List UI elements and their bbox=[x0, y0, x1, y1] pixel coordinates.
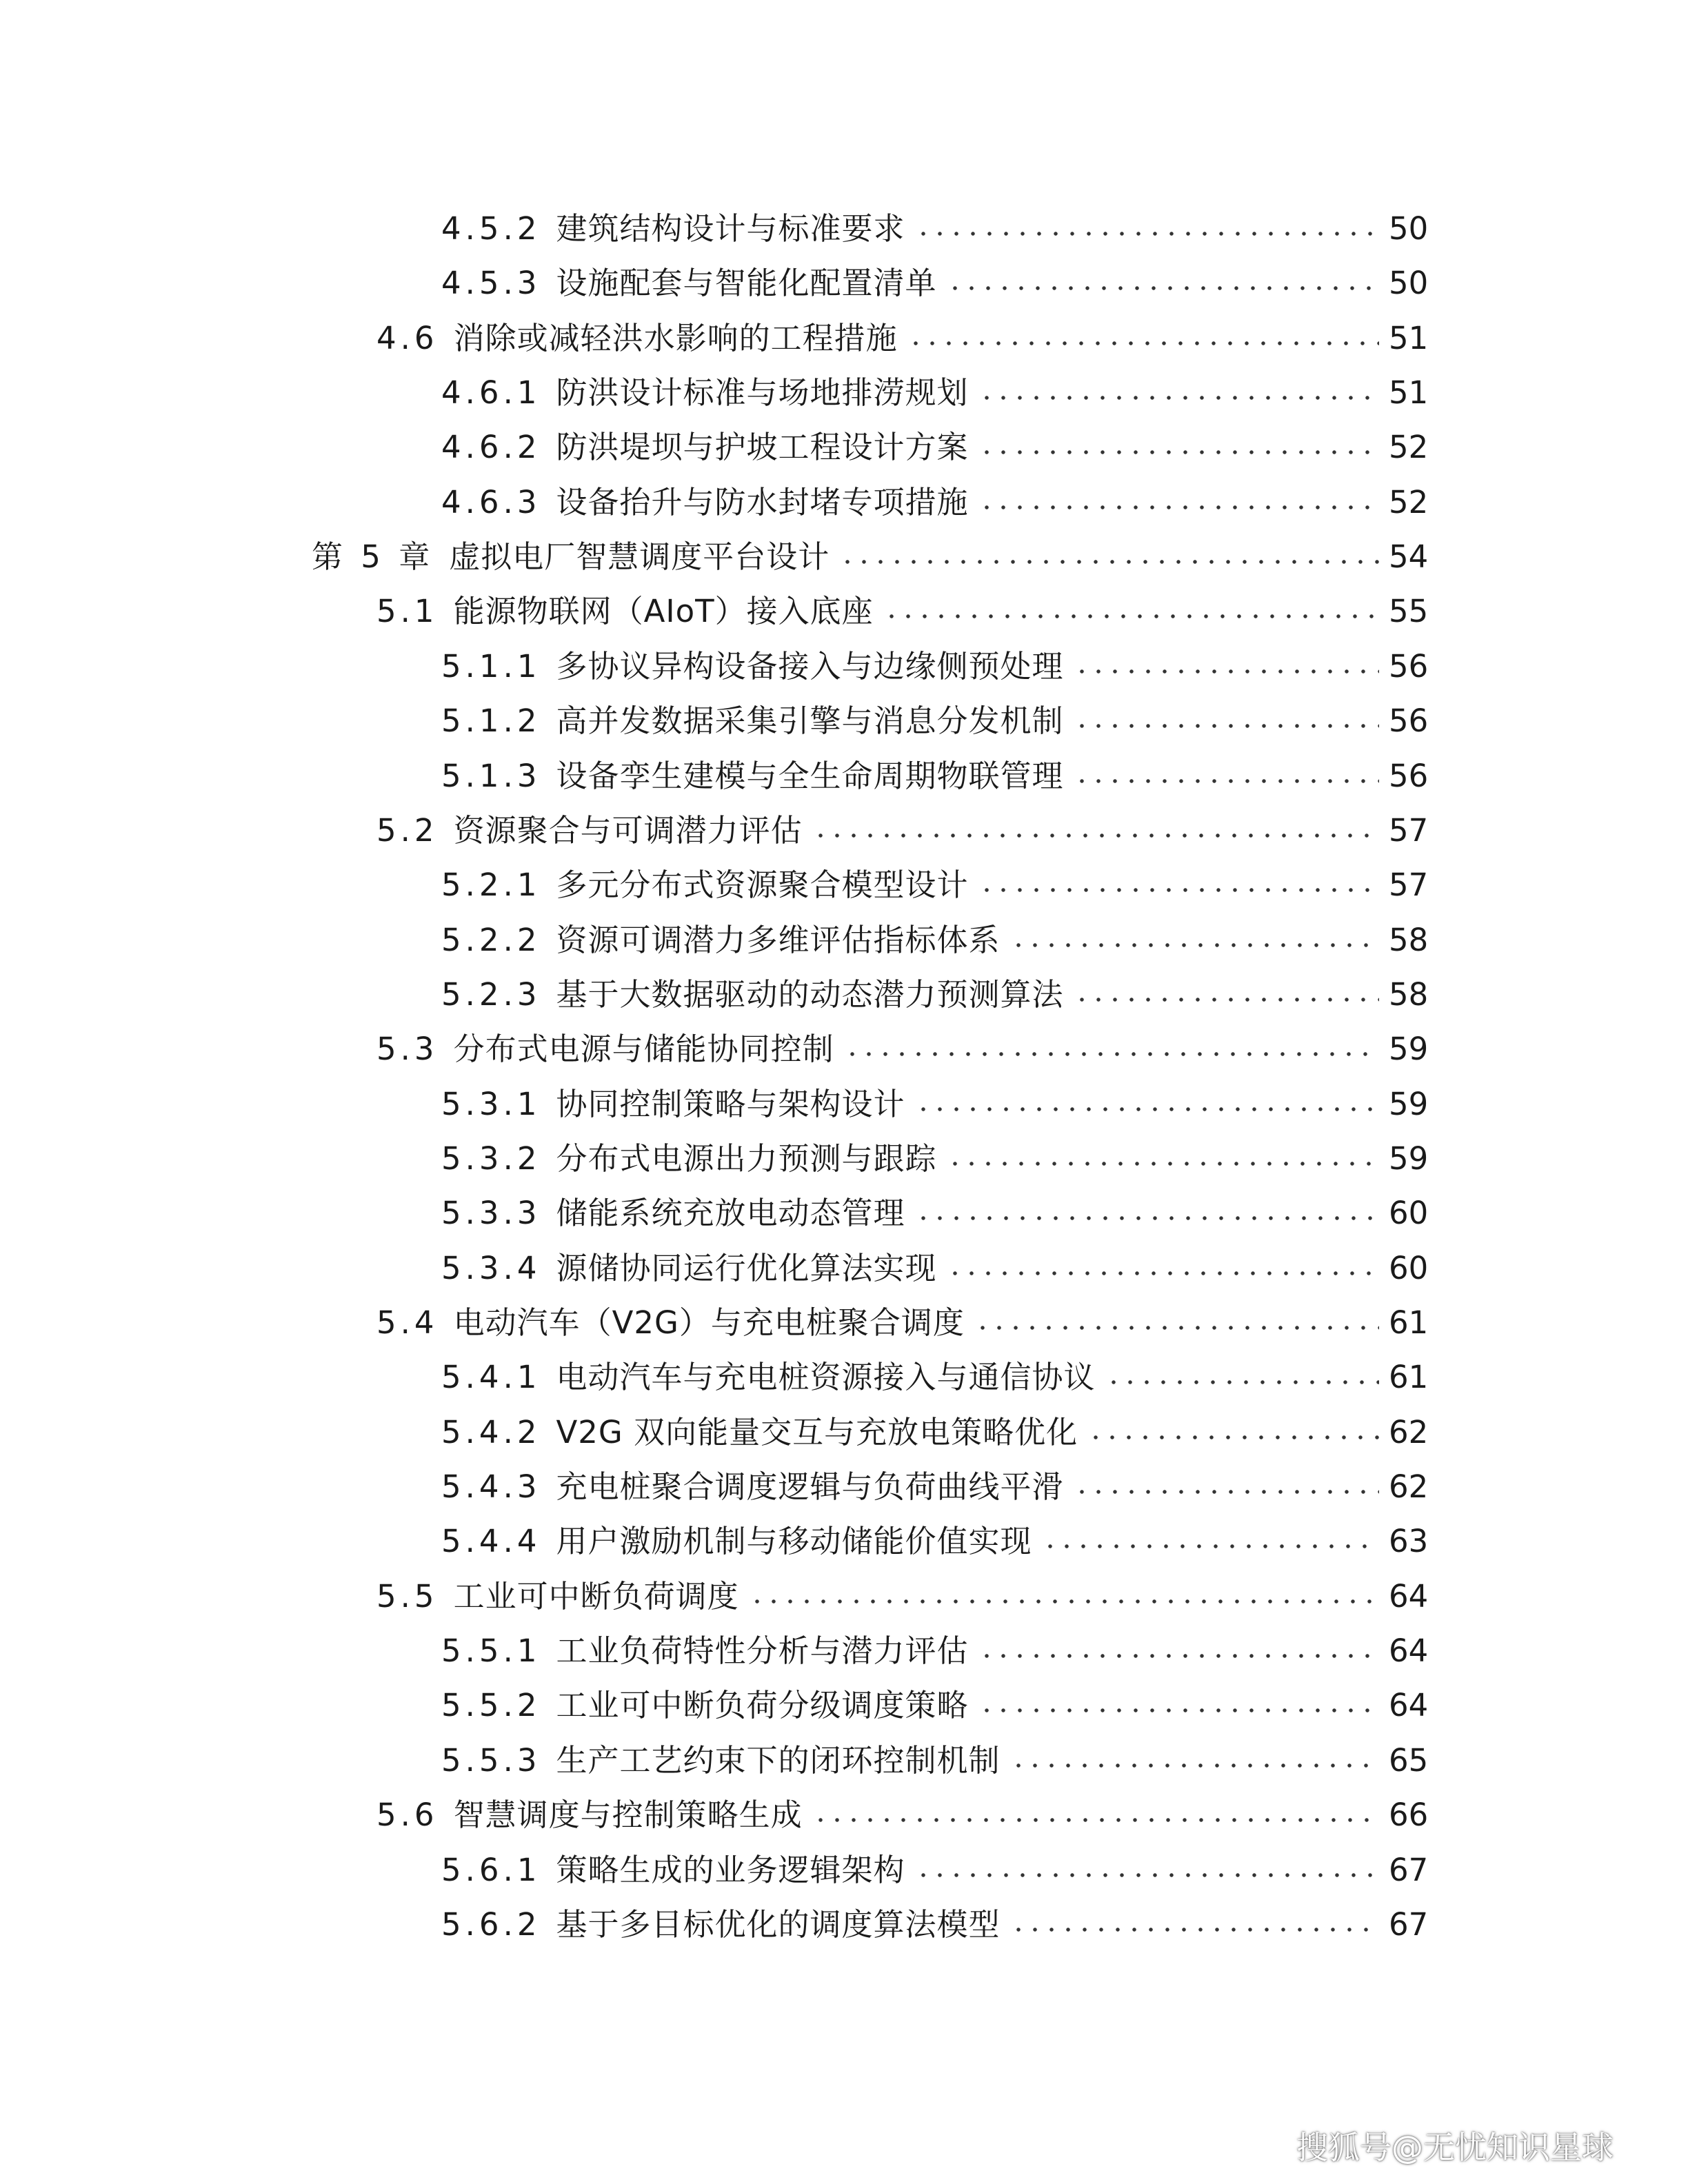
toc-page-number: 62 bbox=[1389, 1414, 1429, 1450]
toc-entry-number: 5.3.1 bbox=[441, 1086, 541, 1122]
toc-entry-title: 电动汽车（V2G）与充电桩聚合调度 bbox=[453, 1304, 965, 1341]
toc-subsection-entry[interactable] bbox=[441, 913, 1427, 968]
toc-subsection-entry[interactable] bbox=[441, 858, 1427, 913]
toc-page-number: 61 bbox=[1389, 1304, 1429, 1341]
toc-subsection-entry[interactable] bbox=[441, 256, 1427, 311]
toc-entry-title: 基于大数据驱动的动态潜力预测算法 bbox=[556, 976, 1064, 1013]
toc-page-number: 56 bbox=[1389, 702, 1429, 739]
toc-dot-leader bbox=[915, 232, 1379, 236]
toc-subsection-entry[interactable] bbox=[441, 749, 1427, 804]
toc-page-number: 58 bbox=[1389, 922, 1429, 958]
toc-dot-leader bbox=[749, 1599, 1379, 1604]
toc-entry-number: 5.5 bbox=[376, 1578, 439, 1615]
toc-subsection-entry[interactable] bbox=[441, 1350, 1427, 1405]
toc-page-number: 65 bbox=[1389, 1742, 1429, 1779]
toc-subsection-entry[interactable] bbox=[441, 201, 1427, 256]
toc-entry-number: 4.6.1 bbox=[441, 374, 541, 411]
toc-subsection-entry[interactable] bbox=[441, 1077, 1427, 1132]
toc-dot-leader bbox=[1074, 724, 1379, 728]
toc-entry-title: 多元分布式资源聚合模型设计 bbox=[556, 867, 969, 903]
toc-entry-title: 基于多目标优化的调度算法模型 bbox=[556, 1906, 1001, 1943]
toc-page-number: 57 bbox=[1389, 812, 1429, 849]
toc-dot-leader bbox=[978, 450, 1379, 454]
toc-entry-number: 5.1.3 bbox=[441, 758, 541, 794]
toc-page-number: 66 bbox=[1389, 1797, 1429, 1833]
toc-entry-title: 设备抬升与防水封堵专项措施 bbox=[556, 484, 969, 520]
toc-page-number: 64 bbox=[1389, 1687, 1429, 1723]
toc-subsection-entry[interactable] bbox=[441, 967, 1427, 1022]
toc-entry-title: 多协议异构设备接入与边缘侧预处理 bbox=[556, 648, 1064, 685]
toc-page-number: 67 bbox=[1389, 1852, 1429, 1888]
toc-page-number: 56 bbox=[1389, 758, 1429, 794]
toc-dot-leader bbox=[1074, 779, 1379, 783]
toc-dot-leader bbox=[947, 1162, 1379, 1166]
toc-dot-leader bbox=[839, 560, 1379, 564]
toc-entry-title: 电动汽车与充电桩资源接入与通信协议 bbox=[556, 1359, 1096, 1395]
toc-entry-number: 5.4.1 bbox=[441, 1359, 541, 1395]
toc-subsection-entry[interactable] bbox=[441, 1733, 1427, 1788]
toc-page-number: 61 bbox=[1389, 1359, 1429, 1395]
toc-entry-number: 5.5.3 bbox=[441, 1742, 541, 1779]
toc-dot-leader bbox=[1010, 1928, 1379, 1932]
toc-page-number: 57 bbox=[1389, 867, 1429, 903]
toc-entry-title: 生产工艺约束下的闭环控制机制 bbox=[556, 1742, 1001, 1779]
toc-entry-number: 5.1.2 bbox=[441, 702, 541, 739]
toc-subsection-entry[interactable] bbox=[441, 1514, 1427, 1569]
toc-subsection-entry[interactable] bbox=[441, 1843, 1427, 1898]
toc-subsection-entry[interactable] bbox=[441, 365, 1427, 421]
toc-section-entry[interactable] bbox=[376, 584, 1427, 639]
toc-page-number: 60 bbox=[1389, 1195, 1429, 1231]
toc-entry-title: 智慧调度与控制策略生成 bbox=[453, 1797, 803, 1833]
toc-page-number: 50 bbox=[1389, 265, 1429, 301]
toc-section-entry[interactable] bbox=[376, 1295, 1427, 1351]
toc-dot-leader bbox=[947, 286, 1379, 290]
toc-page-number: 58 bbox=[1389, 976, 1429, 1013]
toc-subsection-entry[interactable] bbox=[441, 420, 1427, 475]
toc-dot-leader bbox=[1010, 943, 1379, 947]
toc-entry-title: 充电桩聚合调度逻辑与负荷曲线平滑 bbox=[556, 1468, 1064, 1505]
toc-page-number: 59 bbox=[1389, 1031, 1429, 1067]
toc-entry-number: 5.4.2 bbox=[441, 1414, 541, 1450]
toc-dot-leader bbox=[1010, 1763, 1379, 1768]
toc-entry-number: 5.5.1 bbox=[441, 1632, 541, 1669]
toc-entry-title: 高并发数据采集引擎与消息分发机制 bbox=[556, 702, 1064, 739]
toc-page-number: 64 bbox=[1389, 1578, 1429, 1615]
toc-entry-title: 设备孪生建模与全生命周期物联管理 bbox=[556, 758, 1064, 794]
toc-subsection-entry[interactable] bbox=[441, 475, 1427, 530]
toc-entry-number: 5.6.2 bbox=[441, 1906, 541, 1943]
toc-section-entry[interactable] bbox=[376, 1788, 1427, 1843]
toc-entry-number: 5.4.4 bbox=[441, 1523, 541, 1559]
toc-page-number: 56 bbox=[1389, 648, 1429, 685]
toc-entry-title: 策略生成的业务逻辑架构 bbox=[556, 1852, 905, 1888]
toc-entry-title: 工业可中断负荷分级调度策略 bbox=[556, 1687, 969, 1723]
toc-dot-leader bbox=[974, 1326, 1379, 1330]
toc-dot-leader bbox=[915, 1216, 1379, 1220]
toc-entry-title: 资源聚合与可调潜力评估 bbox=[453, 812, 803, 849]
toc-subsection-entry[interactable] bbox=[441, 1405, 1427, 1460]
toc-page-number: 55 bbox=[1389, 593, 1429, 629]
toc-entry-title: 能源物联网（AIoT）接入底座 bbox=[453, 593, 874, 629]
toc-entry-title: 用户激励机制与移动储能价值实现 bbox=[556, 1523, 1032, 1559]
toc-entry-number: 5.5.2 bbox=[441, 1687, 541, 1723]
toc-entry-number: 5.1 bbox=[376, 593, 439, 629]
toc-entry-number: 4.6.2 bbox=[441, 429, 541, 465]
toc-page-number: 59 bbox=[1389, 1086, 1429, 1122]
toc-entry-number: 5.3 bbox=[376, 1031, 439, 1067]
toc-entry-number: 5.3.3 bbox=[441, 1195, 541, 1231]
toc-page-number: 54 bbox=[1389, 538, 1429, 575]
toc-subsection-entry[interactable] bbox=[441, 1678, 1427, 1733]
toc-subsection-entry[interactable] bbox=[441, 639, 1427, 694]
toc-entry-number: 5.3.2 bbox=[441, 1140, 541, 1177]
toc-dot-leader bbox=[812, 1818, 1379, 1822]
toc-dot-leader bbox=[907, 341, 1379, 345]
toc-entry-title: 分布式电源出力预测与跟踪 bbox=[556, 1140, 937, 1177]
toc-dot-leader bbox=[978, 396, 1379, 400]
toc-section-entry[interactable] bbox=[376, 1569, 1427, 1624]
watermark: 搜狐号@无忧知识星球 bbox=[1296, 2129, 1614, 2166]
toc-entry-title: 消除或减轻洪水影响的工程措施 bbox=[453, 320, 898, 356]
toc-entry-number: 5.4.3 bbox=[441, 1468, 541, 1505]
toc-dot-leader bbox=[915, 1107, 1379, 1111]
toc-page-number: 51 bbox=[1389, 374, 1429, 411]
toc-subsection-entry[interactable] bbox=[441, 1897, 1427, 1952]
toc-dot-leader bbox=[1087, 1435, 1379, 1439]
toc-entry-title: 设施配套与智能化配置清单 bbox=[556, 265, 937, 301]
toc-dot-leader bbox=[978, 888, 1379, 892]
toc-dot-leader bbox=[947, 1271, 1379, 1275]
toc-dot-leader bbox=[844, 1052, 1379, 1056]
toc-entry-number: 5.2.3 bbox=[441, 976, 541, 1013]
toc-page-number: 60 bbox=[1389, 1250, 1429, 1286]
toc-page-number: 52 bbox=[1389, 429, 1429, 465]
toc-subsection-entry[interactable] bbox=[441, 1186, 1427, 1241]
toc-entry-title: 分布式电源与储能协同控制 bbox=[453, 1031, 834, 1067]
toc-entry-number: 5.3.4 bbox=[441, 1250, 541, 1286]
toc-page-number: 63 bbox=[1389, 1523, 1429, 1559]
toc-entry-number: 5.6 bbox=[376, 1797, 439, 1833]
toc-dot-leader bbox=[978, 1654, 1379, 1658]
toc-dot-leader bbox=[978, 1708, 1379, 1712]
toc-entry-title: 建筑结构设计与标准要求 bbox=[556, 210, 905, 247]
toc-entry-number: 5.6.1 bbox=[441, 1852, 541, 1888]
toc-entry-number: 4.5.2 bbox=[441, 210, 541, 247]
toc-entry-title: 工业可中断负荷调度 bbox=[453, 1578, 739, 1615]
toc-entry-number: 5.2.2 bbox=[441, 922, 541, 958]
toc-entry-number: 4.6 bbox=[376, 320, 439, 356]
toc-dot-leader bbox=[1074, 998, 1379, 1002]
toc-entry-number: 4.6.3 bbox=[441, 484, 541, 520]
toc-page-number: 67 bbox=[1389, 1906, 1429, 1943]
toc-subsection-entry[interactable] bbox=[441, 1241, 1427, 1296]
toc-dot-leader bbox=[1074, 1490, 1379, 1494]
toc-entry-number: 第 5 章 bbox=[312, 538, 434, 575]
toc-page-number: 50 bbox=[1389, 210, 1429, 247]
toc-section-entry[interactable] bbox=[376, 1022, 1427, 1077]
toc-chapter-entry[interactable] bbox=[312, 529, 1427, 585]
toc-subsection-entry[interactable] bbox=[441, 1131, 1427, 1186]
toc-entry-title: V2G 双向能量交互与充放电策略优化 bbox=[556, 1414, 1078, 1450]
toc-section-entry[interactable] bbox=[376, 311, 1427, 366]
toc-entry-title: 工业负荷特性分析与潜力评估 bbox=[556, 1632, 969, 1669]
toc-entry-title: 协同控制策略与架构设计 bbox=[556, 1086, 905, 1122]
toc-page-number: 59 bbox=[1389, 1140, 1429, 1177]
toc-dot-leader bbox=[812, 833, 1379, 838]
toc-dot-leader bbox=[1074, 669, 1379, 674]
toc-entry-number: 5.1.1 bbox=[441, 648, 541, 685]
toc-dot-leader bbox=[1105, 1380, 1379, 1384]
toc-entry-number: 5.4 bbox=[376, 1304, 439, 1341]
toc-subsection-entry[interactable] bbox=[441, 1624, 1427, 1679]
toc-entry-number: 5.2 bbox=[376, 812, 439, 849]
toc-entry-number: 4.5.3 bbox=[441, 265, 541, 301]
toc-entry-title: 防洪设计标准与场地排涝规划 bbox=[556, 374, 969, 411]
toc-subsection-entry[interactable] bbox=[441, 694, 1427, 749]
toc-page-number: 51 bbox=[1389, 320, 1429, 356]
toc-entry-number: 5.2.1 bbox=[441, 867, 541, 903]
toc-entry-title: 防洪堤坝与护坡工程设计方案 bbox=[556, 429, 969, 465]
toc-entry-title: 虚拟电厂智慧调度平台设计 bbox=[449, 538, 830, 575]
toc-entry-title: 资源可调潜力多维评估指标体系 bbox=[556, 922, 1001, 958]
toc-dot-leader bbox=[883, 614, 1379, 618]
toc-section-entry[interactable] bbox=[376, 803, 1427, 858]
toc-dot-leader bbox=[978, 505, 1379, 509]
toc-page-number: 52 bbox=[1389, 484, 1429, 520]
toc-subsection-entry[interactable] bbox=[441, 1459, 1427, 1515]
toc-page-number: 64 bbox=[1389, 1632, 1429, 1669]
toc-dot-leader bbox=[915, 1873, 1379, 1877]
toc-page-number: 62 bbox=[1389, 1468, 1429, 1505]
toc-dot-leader bbox=[1042, 1544, 1379, 1548]
toc-entry-title: 储能系统充放电动态管理 bbox=[556, 1195, 905, 1231]
toc-entry-title: 源储协同运行优化算法实现 bbox=[556, 1250, 937, 1286]
